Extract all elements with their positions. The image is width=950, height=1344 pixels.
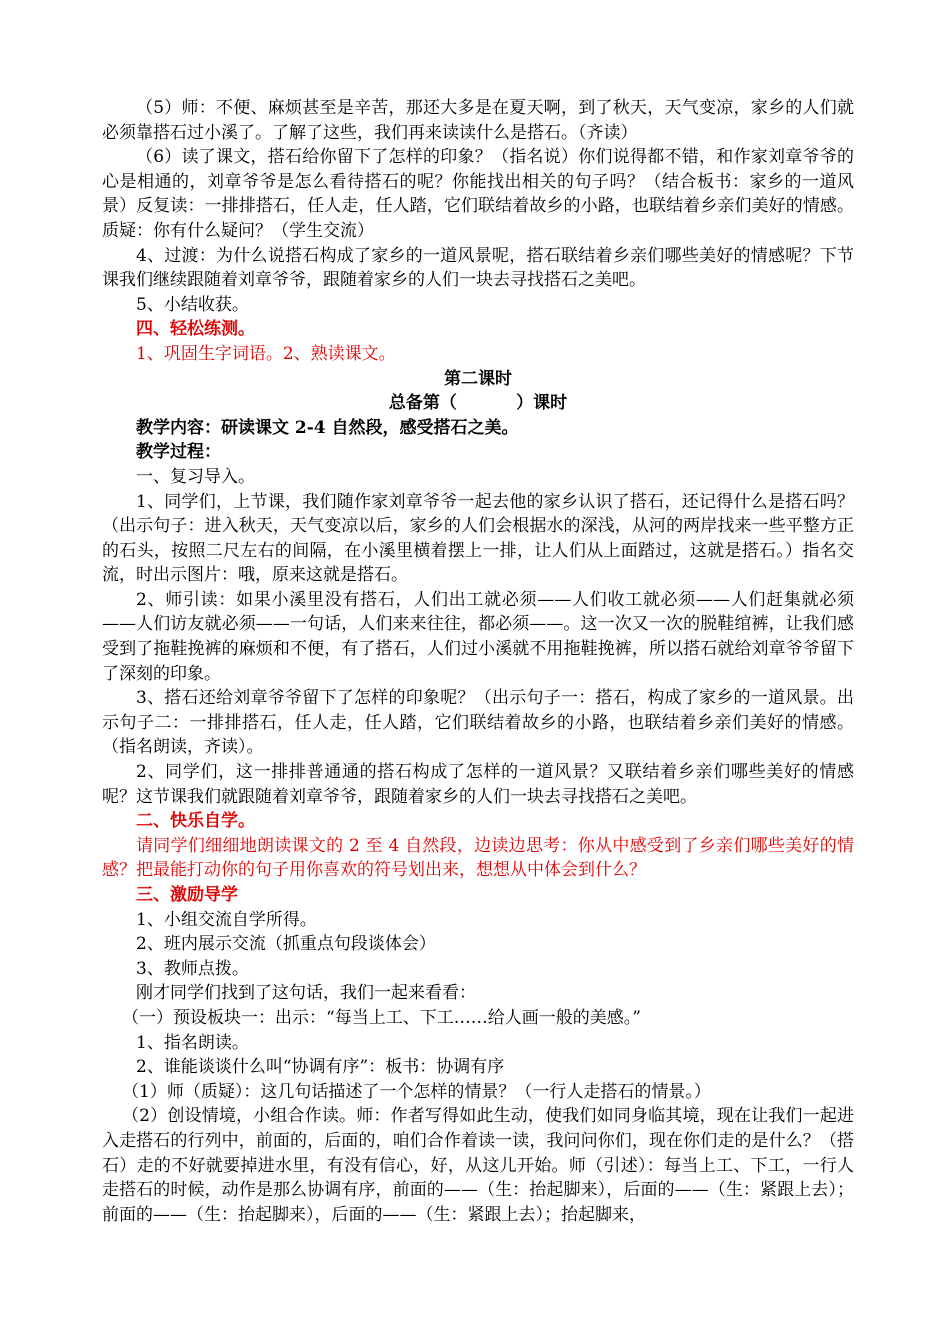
step-read-aloud: 1、指名朗读。 xyxy=(136,1032,249,1053)
paragraph-teacher-inconvenience: （5）师：不便、麻烦甚至是辛苦，那还大多是在夏天啊，到了秋天，天气变凉，家乡的人们就必须靠搭石过小溪了。了解了这些，我们再来读读什么是搭石。（齐读） xyxy=(102,98,854,143)
heading-self-study: 二、快乐自学。 xyxy=(136,811,255,832)
step-orderly: 2、谁能谈谈什么叫“协调有序”：板书：协调有序 xyxy=(136,1057,505,1078)
self-study-instructions: 请同学们细细地朗读课文的 2 至 4 自然段，边读边思考：你从中感受到了乡亲们哪些美好的情感？把最能打动你的句子用你喜欢的符号划出来，想想从中体会到什么？ xyxy=(102,835,854,881)
review-intro-heading: 一、复习导入。 xyxy=(136,466,255,487)
paragraph-impression-of-stones: （6）读了课文，搭石给你留下了怎样的印象？（指名说）你们说得都不错，和作家刘章爷爷的心是相通的，刘章爷爷是怎么看待搭石的呢？你能找出相关的句子吗？（结合板书：家乡的一道风景）反复读：一排排搭石，任人走，任人踏，它们联结着故乡的小路，也联结着乡亲们美好的情感。质疑：你有什么疑问？（学生交流） xyxy=(102,147,854,241)
paragraph-scenario-reading: （2）创设情境，小组合作读。师：作者写得如此生动，使我们如同身临其境，现在让我们一起进入走搭石的行列中，前面的，后面的，咱们合作着读一读，我问问你们，现在你们走的是什么？（搭石）走的不好就要掉进水里，有没有信心，好，从这儿开始。师（引述）：每当上工、下工，一行人走搭石的时候，动作是那么协调有序，前面的——（生：抬起脚来），后面的——（生：紧跟上去）；前面的——（生：抬起脚来），后面的——（生：紧跟上去）；抬起脚来， xyxy=(102,1106,854,1225)
guided-step-group: 1、小组交流自学所得。 xyxy=(136,909,317,930)
lesson-title: 第二课时 xyxy=(444,368,512,389)
preset-block-one: （一）预设板块一：出示：“每当上工、下工……给人画一般的美感。” xyxy=(122,1007,641,1028)
guided-step-class: 2、班内展示交流（抓重点句段谈体会） xyxy=(136,934,436,955)
paragraph-transition: 4、过渡：为什么说搭石构成了家乡的一道风景呢，搭石联结着乡亲们哪些美好的情感呢？下节课我们继续跟随着刘章爷爷，跟随着家乡的人们一块去寻找搭石之美吧。 xyxy=(102,245,854,291)
practice-items: 1、巩固生字词语。2、熟读课文。 xyxy=(136,343,396,364)
paragraph-scenery-question: 2、同学们，这一排排普通通的搭石构成了怎样的一道风景？又联结着乡亲们哪些美好的情感呢？这节课我们就跟随着刘章爷爷，跟随着家乡的人们一块去寻找搭石之美吧。 xyxy=(102,762,854,807)
paragraph-look-together: 刚才同学们找到了这句话，我们一起来看看： xyxy=(136,983,476,1004)
paragraph-teacher-lead-reading: 2、师引读：如果小溪里没有搭石，人们出工就必须——人们收工就必须——人们赶集就必须——人们访友就必须——一句话，人们来来往往，都必须——。这一次又一次的脱鞋绾裤，让我们感受到了拖鞋挽裤的麻烦和不便，有了搭石，人们过小溪就不用拖鞋挽裤，所以搭石就给刘章爷爷留下了深刻的印象。 xyxy=(102,589,854,684)
heading-practice: 四、轻松练测。 xyxy=(136,319,255,340)
paragraph-second-impression: 3、搭石还给刘章爷爷留下了怎样的印象呢？（出示句子一：搭石，构成了家乡的一道风景。出示句子二：一排排搭石，任人走，任人踏，它们联结着故乡的小路，也联结着乡亲们美好的情感。（指名朗读，齐读）。 xyxy=(102,688,854,758)
paragraph-review-stones: 1、同学们，上节课，我们随作家刘章爷爷一起去他的家乡认识了搭石，还记得什么是搭石吗？（出示句子：进入秋天，天气变凉以后，家乡的人们会根据水的深浅，从河的两岸找来一些平整方正的石头，按照二尺左右的间隔，在小溪里横着摆上一排，让人们从上面踏过，这就是搭石。）指名交流，时出示图片：哦，原来这就是搭石。 xyxy=(102,491,854,586)
guided-step-teacher: 3、教师点拨。 xyxy=(136,958,249,979)
teaching-content: 教学内容：研读课文 2-4 自然段，感受搭石之美。 xyxy=(136,417,519,438)
step-teacher-question: （1）师（质疑）：这几句话描述了一个怎样的情景？（一行人走搭石的情景。） xyxy=(122,1081,711,1102)
heading-guided-study: 三、激励导学 xyxy=(136,885,238,905)
lesson-number: 总备第（ ）课时 xyxy=(388,393,568,414)
teaching-process-heading: 教学过程： xyxy=(136,442,221,463)
paragraph-summary: 5、小结收获。 xyxy=(136,294,249,315)
